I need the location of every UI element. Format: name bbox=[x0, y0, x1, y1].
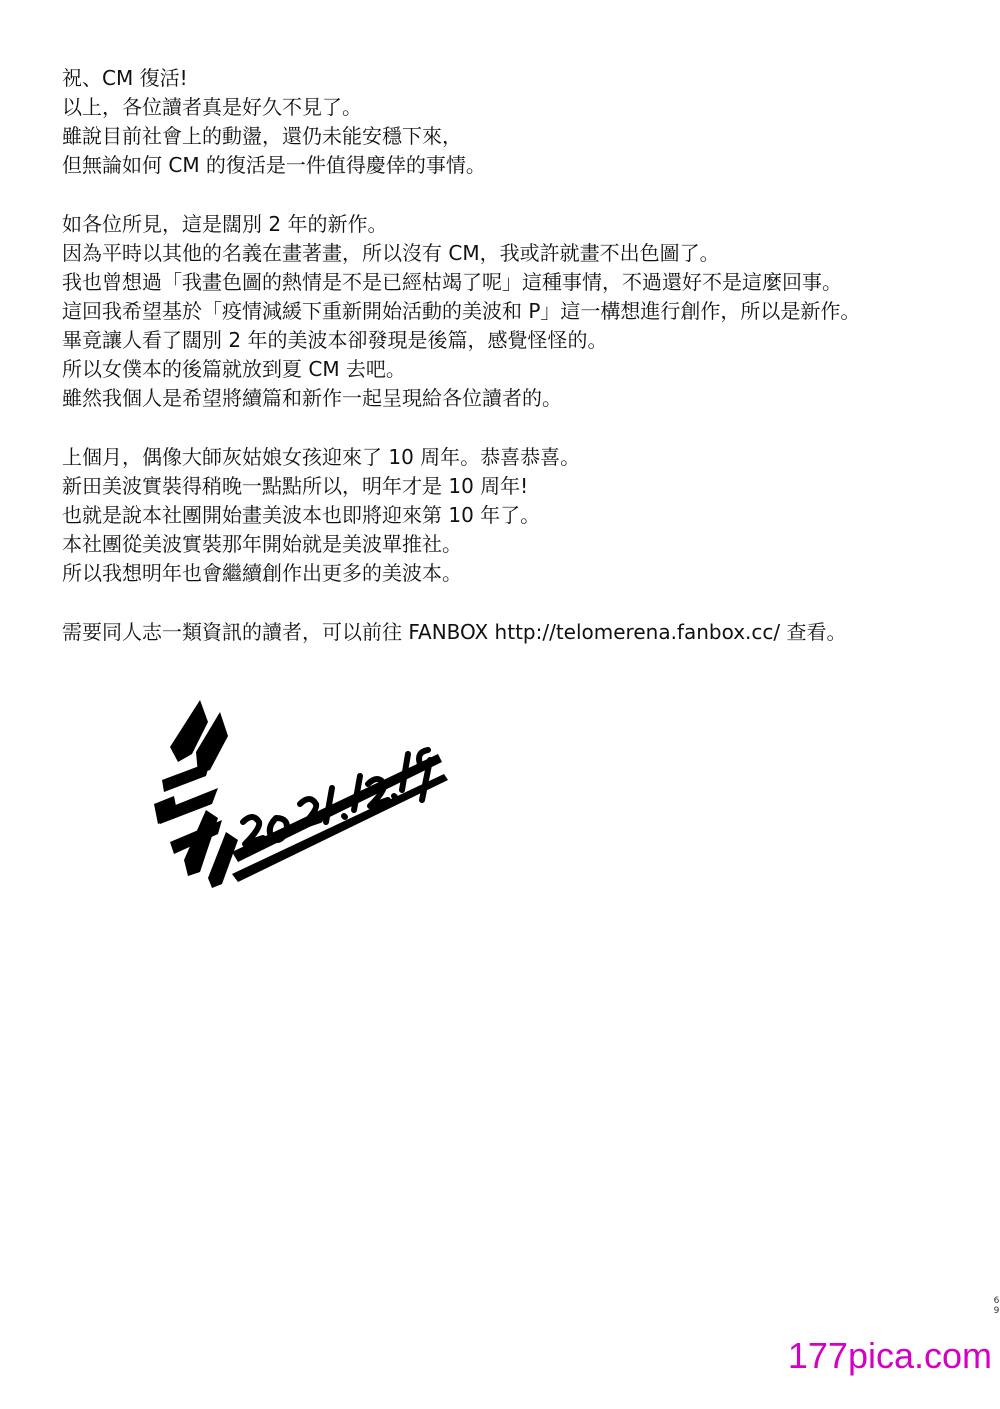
text-line: 畢竟讓人看了闊別 2 年的美波本卻發現是後篇，感覺怪怪的。 bbox=[62, 328, 608, 352]
text-line: 但無論如何 CM 的復活是一件值得慶倖的事情。 bbox=[62, 153, 486, 177]
text-line: 祝、CM 復活! bbox=[62, 66, 188, 90]
signature-drawing bbox=[148, 692, 448, 892]
site-watermark: 177pica.com bbox=[787, 1335, 992, 1376]
paragraph-cm-revival bbox=[62, 64, 982, 180]
signature-underline bbox=[232, 754, 448, 882]
text-line: 雖然我個人是希望將續篇和新作一起呈現給各位讀者的。 bbox=[62, 386, 562, 410]
text-line: 我也曾想過「我畫色圖的熱情是不是已經枯竭了呢」這種事情，不過還好不是這麼回事。 bbox=[62, 270, 842, 294]
text-line: 上個月，偶像大師灰姑娘女孩迎來了 10 周年。恭喜恭喜。 bbox=[62, 445, 581, 469]
text-line: 如各位所見，這是闊別 2 年的新作。 bbox=[62, 212, 388, 236]
text-line: 雖說目前社會上的動盪，還仍未能安穩下來， bbox=[62, 124, 462, 148]
text-line: 本社團從美波實裝那年開始就是美波單推社。 bbox=[62, 532, 462, 556]
paragraph-fanbox bbox=[62, 618, 982, 647]
text-line: 因為平時以其他的名義在畫著畫，所以沒有 CM，我或許就畫不出色圖了。 bbox=[62, 241, 720, 265]
text-line: 所以女僕本的後篇就放到夏 CM 去吧。 bbox=[62, 357, 406, 381]
text-line: 也就是說本社團開始畫美波本也即將迎來第 10 年了。 bbox=[62, 503, 541, 527]
paragraph-anniversary bbox=[62, 443, 982, 588]
text-line: 需要同人志一類資訊的讀者，可以前往 FANBOX http://telomerena.fanbox.cc/ 查看。 bbox=[62, 620, 847, 644]
signature-date-text: 2021.12.19 bbox=[148, 692, 154, 693]
handwritten-signature bbox=[148, 692, 448, 892]
page-number: 69 bbox=[993, 1296, 1000, 1316]
text-line: 所以我想明年也會繼續創作出更多的美波本。 bbox=[62, 561, 462, 585]
afterword-text bbox=[62, 64, 982, 677]
text-line: 以上，各位讀者真是好久不見了。 bbox=[62, 95, 362, 119]
signature-glyph bbox=[154, 700, 238, 888]
text-line: 新田美波實裝得稍晚一點點所以，明年才是 10 周年! bbox=[62, 474, 529, 498]
text-line: 這回我希望基於「疫情減緩下重新開始活動的美波和 P」這一構想進行創作，所以是新作。 bbox=[62, 299, 861, 323]
paragraph-new-work bbox=[62, 210, 982, 413]
